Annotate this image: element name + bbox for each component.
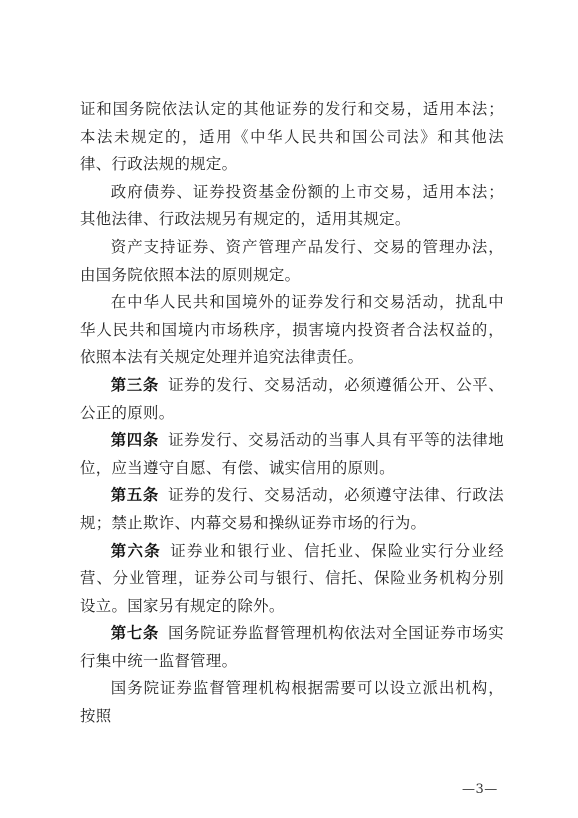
article-6 [80,538,504,621]
paragraph-3 [80,234,504,289]
article-text: 证券业和银行业、信托业、保险业实行分业经营、分业管理，证券公司与银行、信托、保险业务机构分别设立。国家另有规定的除外。 [80,541,504,615]
paragraph-text: 证和国务院依法认定的其他证券的发行和交易，适用本法；本法未规定的，适用《中华人民共和国公司法》和其他法律、行政法规的规定。 [80,100,504,174]
paragraph-1 [80,96,504,179]
paragraph-text: 在中华人民共和国境外的证券发行和交易活动，扰乱中华人民共和国境内市场秩序，损害境内投资者合法权益的，依照本法有关规定处理并追究法律责任。 [80,293,504,367]
document-body [80,96,504,731]
article-3 [80,372,504,427]
article-number: 第四条 [110,431,159,450]
paragraph-text: 资产支持证券、资产管理产品发行、交易的管理办法，由国务院依照本法的原则规定。 [80,237,504,284]
article-text: 证券发行、交易活动的当事人具有平等的法律地位，应当遵守自愿、有偿、诚实信用的原则。 [80,431,504,477]
article-number: 第五条 [110,486,159,505]
article-text: 国务院证券监督管理机构依法对全国证券市场实行集中统一监督管理。 [80,624,504,670]
article-number: 第三条 [110,375,159,394]
article-text: 证券的发行、交易活动，必须遵守法律、行政法规；禁止欺诈、内幕交易和操纵证券市场的行为。 [80,486,504,532]
article-7 [80,620,504,675]
paragraph-10 [80,675,504,730]
paragraph-4 [80,289,504,372]
article-number: 第七条 [110,624,159,643]
article-4 [80,427,504,482]
paragraph-text: 政府债券、证券投资基金份额的上市交易，适用本法；其他法律、行政法规另有规定的，适用其规定。 [80,182,504,229]
paragraph-2 [80,179,504,234]
article-5 [80,482,504,537]
article-text: 证券的发行、交易活动，必须遵循公开、公平、公正的原则。 [80,375,504,422]
paragraph-text: 国务院证券监督管理机构根据需要可以设立派出机构，按照 [80,679,504,726]
page-number: —3— [462,782,498,797]
article-number: 第六条 [110,541,162,560]
